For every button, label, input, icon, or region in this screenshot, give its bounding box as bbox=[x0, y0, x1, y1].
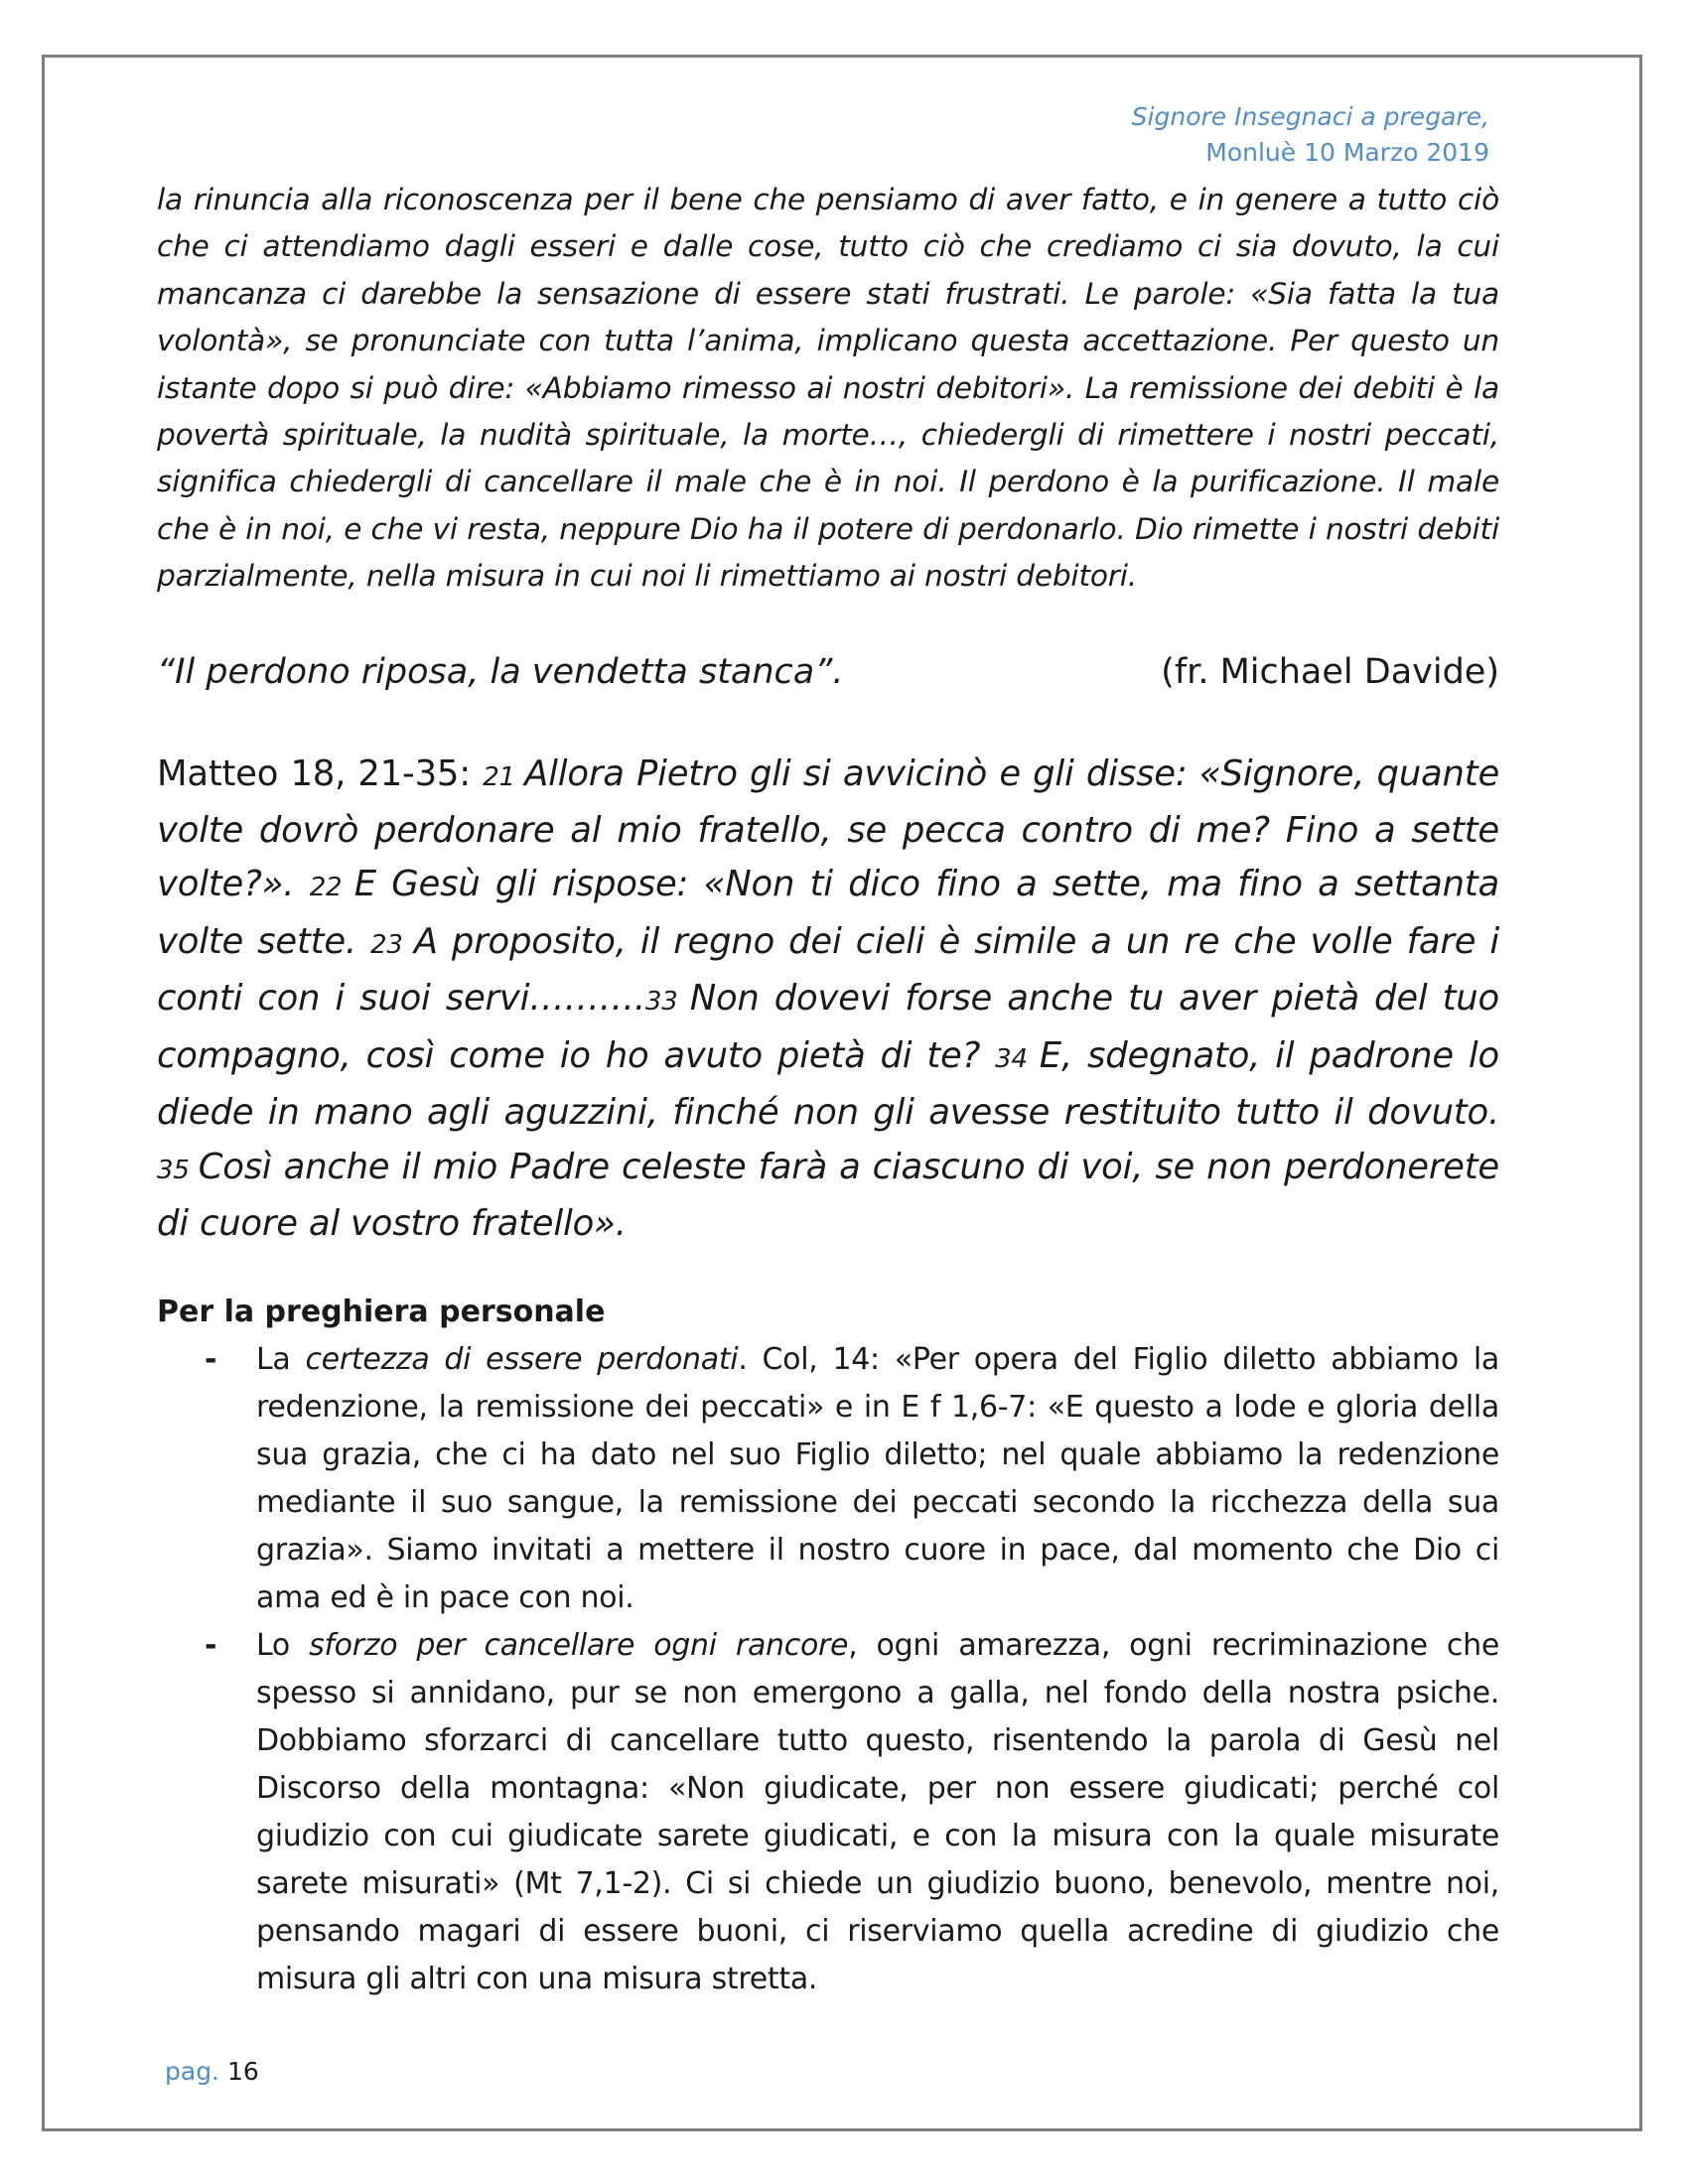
verse-text: Non dovevi forse anche tu aver pietà del tuo compagno, così come io ho avuto pietà di te? bbox=[157, 978, 1499, 1076]
verse-text: Allora Pietro gli si avvicinò e gli disse: «Signore, quante volte dovrò perdonare al mio fratello, se pecca contro di me? Fino a sette volte?». bbox=[157, 752, 1500, 905]
item-text-post: , ogni amarezza, ogni recriminazione che spesso si annidano, pur se non emergono a galla, nel fondo della nostra psiche. Dobbiamo sforzarci di cancellare tutto questo, risentendo la parola di Gesù nel Discorso della montagna: «Non giudicate, per non essere giudicati; perché col giudizio con cui giudicate sarete giudicati, e con la misura con la quale misurate sarete misurati» (Mt 7,1-2). Ci si chiede un giudizio buono, benevolo, mentre noi, pensando magari di essere buoni, ci riserviamo quella acredine di giudizio che misura gli altri con una misura stretta. bbox=[256, 1628, 1499, 1997]
item-text-emphasis: certezza di essere perdonati bbox=[305, 1342, 739, 1378]
header-title: Signore Insegnaci a pregare, bbox=[1131, 102, 1489, 131]
quote-author: (fr. Michael Davide) bbox=[1161, 651, 1499, 692]
verse-text: A proposito, il regno dei cieli è simile a un re che volle fare i conti con i suoi servi………. bbox=[157, 920, 1500, 1020]
page-content bbox=[157, 177, 1499, 2003]
verse-number: 35 bbox=[157, 1155, 199, 1185]
section-title: Per la preghiera personale bbox=[157, 1295, 606, 1330]
gospel-passage bbox=[157, 748, 1499, 1252]
header-date: Monluè 10 Marzo 2019 bbox=[1205, 138, 1489, 167]
list-item bbox=[157, 1336, 1499, 1622]
item-text-pre: La bbox=[256, 1342, 306, 1378]
page-label: pag. bbox=[165, 2057, 220, 2086]
intro-paragraph: la rinuncia alla riconoscenza per il bene che pensiamo di aver fatto, e in genere a tutto ciò che ci attendiamo dagli esseri e dalle cose, tutto ciò che crediamo ci sia dovuto, la cui mancanza ci darebbe la sensazione di essere stati frustrati. Le parole: «Sia fatta la tua volontà», se pronunciate con tutta l’anima, implicano questa accettazione. Per questo un istante dopo si può dire: «Abbiamo rimesso ai nostri debitori». La remissione dei debiti è la povertà spirituale, la nudità spirituale, la morte…, chiedergli di rimettere i nostri peccati, significa chiedergli di cancellare il male che è in noi. Il perdono è la purificazione. Il male che è in noi, e che vi resta, neppure Dio ha il potere di perdonarlo. Dio rimette i nostri debiti parzialmente, nella misura in cui noi li rimettiamo ai nostri debitori. bbox=[157, 183, 1499, 594]
item-text-emphasis: sforzo per cancellare ogni rancore bbox=[309, 1628, 849, 1664]
quote-text: “Il perdono riposa, la vendetta stanca”. bbox=[157, 651, 844, 692]
bullet-dash: - bbox=[205, 1342, 217, 1378]
prayer-list bbox=[157, 1336, 1499, 2003]
verse-text: Così anche il mio Padre celeste farà a ciascuno di voi, se non perdonerete di cuore al vostro fratello». bbox=[157, 1146, 1499, 1244]
list-item bbox=[157, 1622, 1499, 2003]
item-text-post: . Col, 14: «Per opera del Figlio diletto abbiamo la redenzione, la remissione dei peccati» e in E f 1,6-7: «E questo a lode e gloria della sua grazia, che ci ha dato nel suo Figlio diletto; nel quale abbiamo la redenzione mediante il suo sangue, la remissione dei peccati secondo la ricchezza della sua grazia». Siamo invitati a mettere il nostro cuore in pace, dal momento che Dio ci ama ed è in pace con noi. bbox=[256, 1342, 1499, 1616]
verse-number: 34 bbox=[995, 1043, 1040, 1074]
verse-number: 33 bbox=[644, 987, 690, 1018]
page-number: 16 bbox=[226, 2057, 259, 2086]
page-footer bbox=[165, 2057, 259, 2086]
bullet-dash: - bbox=[205, 1628, 217, 1664]
quote-line bbox=[157, 648, 1499, 696]
verse-text: E, sdegnato, il padrone lo diede in mano agli aguzzini, finché non gli avesse restituito tutto il dovuto. bbox=[157, 1034, 1500, 1134]
item-text-pre: Lo bbox=[256, 1628, 310, 1664]
verse-number: 21 bbox=[483, 761, 525, 792]
verse-number: 23 bbox=[370, 929, 414, 960]
gospel-reference: Matteo 18, 21-35: bbox=[157, 752, 484, 794]
verse-number: 22 bbox=[309, 873, 354, 903]
page-header bbox=[1132, 99, 1489, 171]
verse-text: E Gesù gli rispose: «Non ti dico fino a sette, ma fino a settanta volte sette. bbox=[157, 864, 1500, 962]
